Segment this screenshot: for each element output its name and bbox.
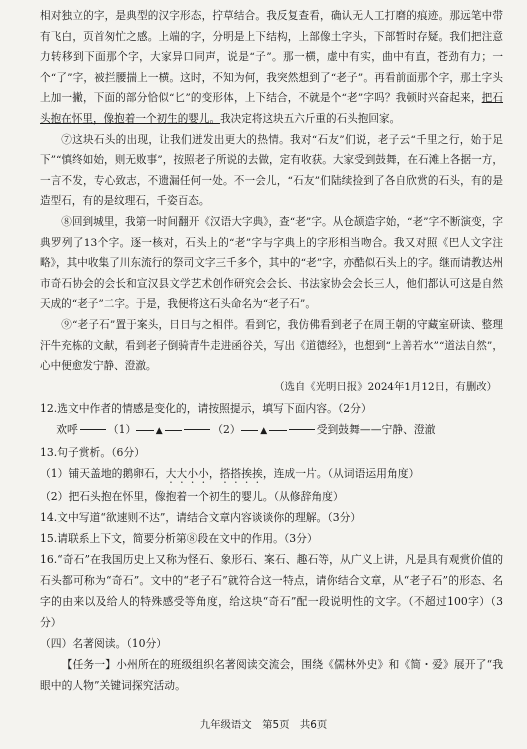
triangle-icon: ▲ bbox=[155, 425, 163, 436]
passage-paragraph-8: ⑧回到城里，我第一时间翻开《汉语大字典》，查“老”字。从仓颉造字始，“老”字不断演变，字典罗列了13个字。逐一核对，石头上的“老”字与字典上的字形相当吻合。我又对照《巴人文字注略》，其中收集了川东流行的祭司文字三千多个，其中的“老”字，亦酷似石头上的字。继而请教达州市奇石协会的会长和宣汉县文学艺术创作研究会会长、书法家协会会长三人，他们都认可这是自然天成的“老子”二字。于是，我便将这石头命名为“老子石”。 bbox=[40, 215, 503, 311]
source-citation: （选自《光明日报》2024年1月12日，有删改） bbox=[274, 380, 497, 393]
passage-paragraph-9: ⑨“老子石”置于案头，日日与之相伴。看到它，我仿佛看到老子在周王朝的守藏室研读、整理汗牛充栋的文献，看到老子倒骑青牛走进函谷关，写出《道德经》，也想到“上善若水”“道法自然”，心中便愈发宁静、澄澈。 bbox=[40, 318, 503, 373]
passage-text-end: 我决定将这块五六斤重的石头抱回家。 bbox=[220, 112, 401, 125]
blank-1-label: （1） bbox=[107, 422, 137, 436]
question-14: 14.文中写道“欲速则不达”，请结合文章内容谈谈你的理解。（3分） bbox=[40, 510, 362, 524]
question-13-2: （2）把石头抱在怀里，像抱着一个初生的婴儿。（从修辞角度） bbox=[40, 489, 344, 503]
triangle-icon: ▲ bbox=[260, 425, 268, 436]
dash bbox=[184, 429, 210, 430]
dash bbox=[80, 429, 106, 430]
emotion-end: 受到鼓舞——宁静、澄澈 bbox=[316, 422, 436, 436]
question-16: 16.“奇石”在我国历史上又称为怪石、象形石、案石、趣石等，从广义上讲，凡是具有观赏价值的石头都可称为“奇石”。文中的“老子石”就符合这一特点，请你结合文章，从“老子石”的形态、名字的由来以及给人的特殊感受等角度，给这块“奇石”配一段说明性的文字。（不超过100字）（3分） bbox=[40, 552, 503, 629]
page-footer: 九年级语文 第5页 共6页 bbox=[199, 719, 328, 731]
blank-2[interactable] bbox=[241, 419, 287, 442]
emotion-start: 欢呼 bbox=[56, 422, 78, 436]
q13-1-text-end: ，连成一片。（从词语运用角度） bbox=[262, 466, 420, 480]
question-12: 12.选文中作者的情感是变化的，请按照提示，填写下面内容。（2分） bbox=[40, 401, 372, 415]
question-15: 15.请联系上下文，简要分析第⑧段在文中的作用。（3分） bbox=[40, 531, 318, 545]
q13-1-text: （1）铺天盖地的鹅卵石， bbox=[40, 466, 166, 480]
blank-1[interactable] bbox=[136, 419, 182, 442]
dash bbox=[289, 429, 315, 430]
question-13-1 bbox=[40, 463, 503, 486]
dotted-words: 大大小小，搭搭挨挨 bbox=[165, 466, 263, 480]
passage-text: 相对独立的字，是典型的汉字形态，拧草结合。我反复查看，确认无人工打磨的痕迹。那远笔中带有飞白，页首匆忙之感。上端的字，分明是上下结构，上部像土字头，下部暂时存疑。我们把注意力转移到下面那个字，大家异口同声，说是“子”。那一横，虚中有实，曲中有直，苍劲有力；一个“了”字，被拦腰揣上一横。这时，不知为何，我突然想到了“老子”。再看前面那个字，那土字头上加一撇，下面的部分恰似“匕”的变形体，上下结合，不就是个“老”字吗？我顿时兴奋起来， bbox=[40, 10, 503, 105]
underlined-sentence: 把石头抱在怀里，像抱着一个初生的婴儿。 bbox=[40, 92, 504, 125]
task-1: 【任务一】小州所在的班级组织名著阅读交流会，围绕《儒林外史》和《简・爱》展开了“我眼中的人物”关键词探究活动。 bbox=[40, 657, 503, 692]
blank-2-label: （2） bbox=[212, 422, 241, 436]
passage-paragraph-6 bbox=[40, 6, 503, 130]
question-12-blanks bbox=[40, 419, 503, 442]
section-4-heading: （四）名著阅读。（10分） bbox=[40, 636, 168, 650]
question-13: 13.句子赏析。（6分） bbox=[40, 445, 146, 459]
passage-paragraph-7: ⑦这块石头的出现，让我们迸发出更大的热情。我对“石友”们说，老子云“千里之行，始于足下”“慎终如始，则无败事”，按照老子所说的去做，定有收获。大家受到鼓舞，在石滩上各据一方，一言不发，专心致志，不遗漏任何一处。不一会儿，“石友”们陆续捡到了各自欣赏的石头，有的是造型石，有的是纹理石，千姿百态。 bbox=[40, 133, 503, 208]
